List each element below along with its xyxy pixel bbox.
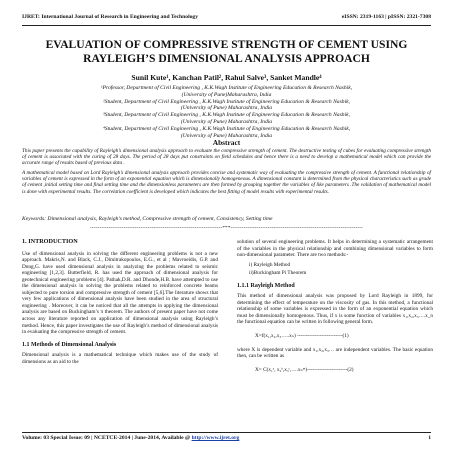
abstract-heading: Abstract	[212, 138, 241, 147]
body-paragraph: solution of several engineering problems. It helps in determining a systematic arrangement of the variables in the physical relationship and combining dimensional variables to form non-dimensional parameter. There are two methods:-	[237, 239, 433, 259]
issn-info: eISSN: 2319-1163 | pISSN: 2321-7308	[341, 14, 431, 20]
section-heading-introduction: 1. INTRODUCTION	[22, 238, 78, 245]
affiliation-line: ⁴Student, Department of Civil Engineering , K.K.Wagh Institute of Engineering Education & Research Nashik,	[102, 125, 351, 132]
title-line-1: EVALUATION OF COMPRESSIVE STRENGTH OF CEMENT USING	[45, 38, 408, 51]
author-list: Sunil Kute¹, Kanchan Patil², Rahul Salve³, Sanket Mandle⁴	[131, 73, 322, 82]
subsection-heading: 1.1 Methods of Dimensional Analysis	[22, 341, 117, 348]
affiliation-line: ²Student, Department of Civil Engineering , K.K.Wagh Institute of Engineering Education & Research Nashik,	[102, 98, 351, 105]
abstract-paragraph: This paper presents the capability of Rayleigh’s dimensional analysis approach to evaluate the compressive strength of cement. The destructive testing of cubes for evaluating compressive strength of cement is associated with the curing of 28 days. The period of 28 days put constraints on field schedules and hence there is a need to develop a mathematical model which can provide the accurate range of results based of previous data .	[22, 148, 431, 167]
paper-title	[30, 38, 423, 66]
keywords: Keywords: Dimensional analysis, Rayleigh’s method, Compressive strength of cement, Consistency, Setting time	[22, 216, 273, 222]
method-item: i) Rayleigh Method	[249, 261, 291, 268]
right-column	[237, 239, 433, 380]
section-separator: -----------------------------------------------------------------------***-----------------------------------------------------------------------	[90, 226, 363, 231]
affiliation-line: (University of Pune) Maharashtra, India	[180, 118, 273, 125]
journal-link[interactable]: http://www.ijret.org	[191, 435, 240, 441]
left-column	[22, 239, 218, 368]
footer-info	[22, 435, 239, 441]
subsection-heading: 1.1.1 Rayleigh Method	[237, 282, 295, 289]
affiliation-line: ¹Professor, Department of Civil Engineering , K.K.Wagh Institute of Engineering Education & Research Nashik,	[100, 85, 353, 91]
affiliation-line: ³Student, Department of Civil Engineering , K.K.Wagh Institute of Engineering Education & Research Nashik,	[102, 112, 351, 119]
page-number: 1	[428, 435, 431, 441]
page-footer	[22, 435, 431, 441]
method-item: ii)Buckingham Pi Theorem	[249, 270, 307, 277]
body-paragraph: where X is dependent variable and x₁,x₂,x₃… are independent variables. The basic equation then, can be written as	[237, 346, 433, 360]
abstract-body	[22, 148, 431, 199]
equation-1: X=f(x₁,x₂,x₃…..xₙ) --------------------------(1)	[255, 333, 349, 340]
affiliations	[40, 85, 413, 139]
abstract-paragraph: A mathematical model based on Lord Rayleigh’s dimensional analysis approach provides concise and systematic way of evaluating the compressive strength of cement. A functional relationship of variables of cement is expressed in the form of an exponential equation which is dimensionally homogeneous. A dimensional constant is determined from the physical characteristics such as grade of cement ,initial setting time and final setting time and the dimensionless parameters are then formed by grouping together the variables of like parameters .The validation of mathematical model is done with experimental results. The correlation coefficient is developed which indicates the best fitting of model results with experimental results.	[22, 170, 431, 195]
title-line-2: RAYLEIGH’S DIMENSIONAL ANALYSIS APPROACH	[83, 52, 370, 65]
journal-name: IJRET: International Journal of Research in Engineering and Technology	[22, 14, 199, 20]
footer-rule	[22, 432, 431, 433]
affiliation-line: (University of Pune) Maharashtra, India	[180, 105, 273, 112]
equation-2: X= C(x₁ᵃ, x₂ᵇ,x₃ᶜ,….xₙᵐ)-----------------------(2)	[255, 366, 354, 373]
running-header	[22, 14, 431, 23]
body-paragraph: Dimensional analysis is a mathematical technique which makes use of the study of dimensions as an aid to the	[22, 352, 218, 365]
body-paragraph: Use of dimensional analysis in solving the different engineering problems is not a new approach. Makris,N. and Black, C.J., Dimitrakopoulos, E.G., et al ; Mavroeidis, G.P. and Dong,G. have used dimensional analysis in analyzing the problems related to seismic engineering [1,2,3]. Butterfield, R. has used the approach of dimensional analysis for geotechnical engineering problems [4]. Pathak,D.R. and Dhonde,H.B. have attempted to use the dimensional analysis in solving the problems related to reinforced concrete beams subjected to pure torsion and compressive strength of cement [5,6].The literature shows that very few applications of dimensional analysis have been studied in the area of structural engineering . Moreover, it can be noticed that all the attempts in applying the dimensional analysis are based on Buckingham’s π theorem. The authors of present paper have not come across any literature reported on application of dimensional analysis using Rayleigh’s method. Hence, this paper investigates the use of Rayleigh’s method of dimensional analysis in evaluating the compressive strength of cement.	[22, 250, 218, 336]
body-paragraph: This method of dimensional analysis was proposed by Lord Rayleigh in 1899, for determining the effect of temperature on the viscosity of gas. In this method, a functional relationship of some variables is expressed in the form of an exponential equation which must be dimensionally homogenous. Thus, if x is some function of variables x₁,x₂,x₃….x_n the functional equation can be written in following general form.	[237, 293, 433, 326]
volume-info: Volume: 03 Special Issue: 09 | NCETCE-2014 | June-2014, Available @	[22, 435, 191, 441]
affiliation-line: (University of Pune)Maharashtra, India	[181, 91, 272, 98]
header-rule	[22, 25, 431, 26]
affiliation-line: (University of Pune) Maharashtra, India	[180, 132, 273, 139]
